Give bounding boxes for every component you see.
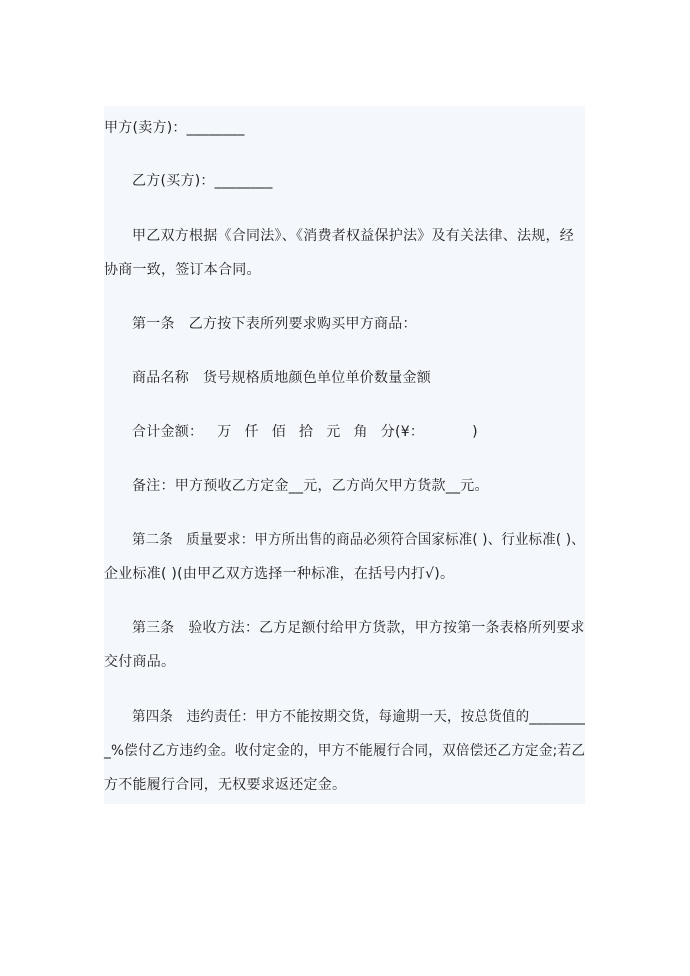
article-3-text: 验收方法：乙方足额付给甲方货款，甲方按第一条表格所列要求	[188, 620, 585, 636]
remark-line: 备注：甲方预收乙方定金__元，乙方尚欠甲方货款__元。	[132, 478, 489, 494]
document-page-block	[104, 106, 585, 804]
unit-bai: 佰	[271, 424, 286, 440]
goods-attributes-header: 货号规格质地颜色单位单价数量金额	[203, 370, 431, 386]
article-4-line-2: _%偿付乙方违约金。收付定金的，甲方不能履行合同，双倍偿还乙方定金;若乙	[104, 743, 586, 759]
article-2-text: 质量要求：甲方所出售的商品必须符合国家标准( )、行业标准( )、	[186, 532, 585, 548]
unit-shi: 拾	[299, 424, 314, 440]
article-4-line-3: 方不能履行合同，无权要求返还定金。	[104, 777, 347, 793]
total-amount-line	[132, 423, 478, 441]
party-b-line: 乙方(买方)：________	[132, 173, 273, 189]
preamble-line-2: 协商一致，签订本合同。	[104, 262, 261, 278]
article-4-title: 第四条	[132, 709, 174, 725]
article-1	[132, 315, 417, 333]
party-a-line: 甲方(卖方)：________	[104, 120, 245, 136]
currency-open: (¥：	[395, 424, 425, 440]
goods-table-header	[132, 369, 431, 387]
unit-yuan: 元	[326, 424, 341, 440]
article-1-text: 乙方按下表所列要求购买甲方商品：	[188, 316, 417, 332]
preamble-line-1: 甲乙双方根据《合同法》、《消费者权益保护法》及有关法律、法规，经	[132, 228, 574, 244]
article-3-line-1	[132, 619, 585, 637]
article-4-line-1	[132, 708, 585, 726]
article-4-text: 违约责任：甲方不能按期交货，每逾期一天，按总货值的________	[186, 709, 586, 725]
goods-name-header: 商品名称	[132, 370, 189, 386]
article-3-title: 第三条	[132, 620, 175, 636]
article-1-title: 第一条	[132, 316, 175, 332]
article-3-line-2: 交付商品。	[104, 654, 176, 670]
unit-qian: 仟	[244, 424, 259, 440]
currency-close: )	[472, 424, 478, 440]
article-2-line-2: 企业标准( )(由甲乙双方选择一种标准，在括号内打√)。	[104, 566, 455, 582]
article-2-line-1	[132, 531, 585, 549]
article-2-title: 第二条	[132, 532, 173, 548]
unit-jiao: 角	[353, 424, 368, 440]
unit-fen: 分	[380, 424, 395, 440]
total-label: 合计金额：	[132, 424, 204, 440]
unit-wan: 万	[217, 424, 232, 440]
